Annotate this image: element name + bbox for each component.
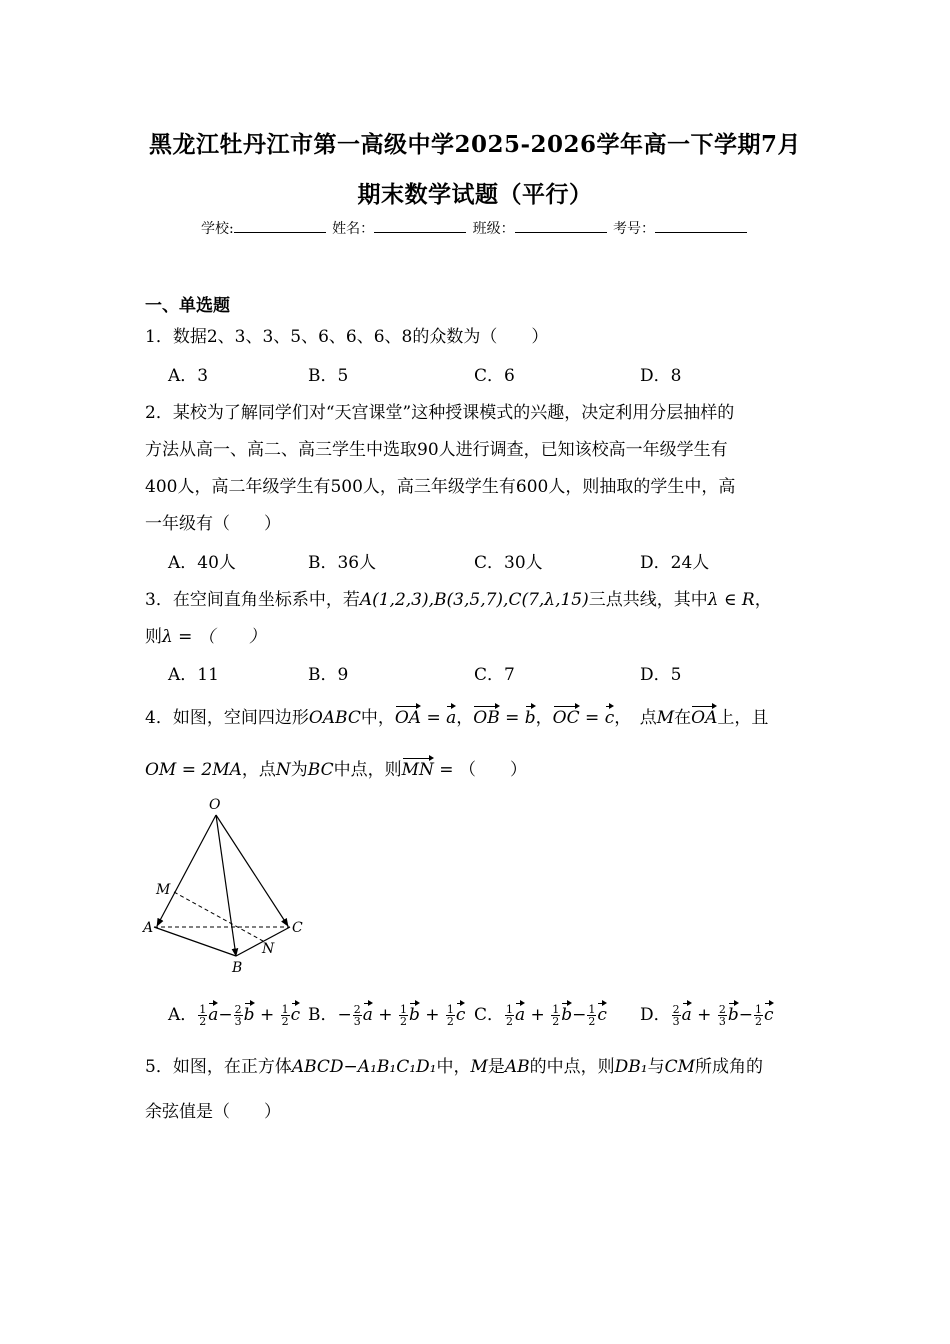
- vec-c: c: [597, 1005, 607, 1025]
- school-blank: [234, 220, 326, 233]
- vec-a: a: [515, 1005, 526, 1025]
- q4-midpoint-text: 中点，则: [333, 760, 402, 780]
- q2-line1: 2．某校为了解同学们对“天宫课堂”这种授课模式的兴趣，决定利用分层抽样的: [145, 403, 735, 423]
- q4-eq3: =: [579, 708, 605, 728]
- label-n: N: [262, 941, 275, 957]
- q3-option-b: B．9: [308, 665, 349, 685]
- label-a: A: [143, 920, 154, 936]
- label-o: O: [209, 797, 221, 813]
- exam-title-line1: 黑龙江牡丹江市第一高级中学2025-2026学年高一下学期7月: [148, 131, 802, 158]
- q2-line3: 400人，高二年级学生有500人，高三年级学生有600人，则抽取的学生中，高: [145, 477, 736, 497]
- edge-ob: [216, 815, 236, 956]
- q4-sep1: ，: [456, 708, 474, 728]
- q4-shang: 上，且: [717, 708, 769, 728]
- q2-line2: 方法从高一、高二、高三学生中选取90人进行调查，已知该校高一年级学生有: [145, 440, 728, 460]
- edge-oa: [157, 815, 216, 926]
- q4-wei: 为: [290, 760, 308, 780]
- exam-title-line2: 期末数学试题（平行）: [357, 181, 593, 208]
- q4-option-a: A． $\frac{1}{2}$ a− $\frac{2}{3}$ b + $\frac{1}{2}$ c: [168, 1003, 301, 1028]
- vec-a: a: [208, 1005, 219, 1025]
- section-title: 一、单选题: [145, 296, 230, 316]
- q4-line1: [145, 703, 768, 728]
- q5-cm: CM: [664, 1057, 696, 1077]
- q5-de: 的中点，则: [529, 1057, 615, 1077]
- vec-c: c: [290, 1005, 301, 1025]
- q4-option-b: B．− $\frac{2}{3}$ a + $\frac{1}{2}$ b + $\frac{1}{2}$ c: [308, 1003, 466, 1028]
- q2-option-a: A．40人: [168, 553, 236, 573]
- q4-point-n-text: ，点: [241, 760, 276, 780]
- q4-option-d-letter: D．: [640, 1005, 671, 1025]
- q3-option-d: D．5: [640, 665, 682, 685]
- edge-ab: [154, 927, 236, 956]
- q4-om-eq: OM = 2MA: [145, 760, 242, 780]
- vec-b: b: [243, 1005, 255, 1025]
- q3-line1: [145, 585, 772, 610]
- q3-option-c: C．7: [474, 665, 515, 685]
- q5-zhong: 中，: [436, 1057, 471, 1077]
- q5-line2: 余弦值是（ ）: [145, 1102, 281, 1122]
- frac-1-2: $\frac{1}{2}$: [446, 1003, 454, 1028]
- vec-a: a: [681, 1005, 692, 1025]
- q1-option-a: A．3: [168, 366, 209, 386]
- frac-1-2: $\frac{1}{2}$: [281, 1003, 289, 1028]
- label-c: C: [292, 920, 303, 936]
- q1-option-c: C．6: [474, 366, 515, 386]
- frac-2-3: $\frac{2}{3}$: [353, 1003, 361, 1028]
- vec-a: a: [362, 1005, 373, 1025]
- frac-1-2: $\frac{1}{2}$: [754, 1003, 762, 1028]
- q5-tail: 所成角的: [695, 1057, 764, 1077]
- vec-c: c: [455, 1005, 466, 1025]
- frac-1-2: $\frac{1}{2}$: [199, 1003, 207, 1028]
- frac-1-2: $\frac{1}{2}$: [552, 1003, 560, 1028]
- frac-2-3: $\frac{2}{3}$: [718, 1003, 726, 1028]
- q5-cube: ABCD−A₁B₁C₁D₁: [291, 1057, 437, 1077]
- vec-b: b: [727, 1005, 739, 1025]
- q4-vector-mn: MN: [401, 760, 434, 780]
- frac-1-2: $\frac{1}{2}$: [588, 1003, 596, 1028]
- q4-vector-ob: OB: [473, 708, 500, 728]
- q4-vector-oc: OC: [552, 708, 580, 728]
- q4-option-d: D． $\frac{2}{3}$ a + $\frac{2}{3}$ b− $\frac{1}{2}$ c: [640, 1003, 774, 1028]
- q3-option-a: A．11: [168, 665, 219, 685]
- q1-stem: 1．数据2、3、3、5、6、6、6、8的众数为（ ）: [145, 327, 549, 347]
- q4-n: N: [275, 760, 291, 780]
- vec-c: c: [763, 1005, 774, 1025]
- q3-line2: [145, 622, 266, 647]
- q5-ab: AB: [504, 1057, 530, 1077]
- q4-quad: OABC: [308, 708, 361, 728]
- q2-option-c: C．30人: [474, 553, 543, 573]
- frac-1-2: $\frac{1}{2}$: [399, 1003, 407, 1028]
- q2-line4: 一年级有（ ）: [145, 514, 281, 534]
- q4-m: M: [656, 708, 675, 728]
- name-label: 姓名：: [332, 221, 375, 237]
- q4-vector-oa: OA: [394, 708, 422, 728]
- frac-2-3: $\frac{2}{3}$: [234, 1003, 242, 1028]
- q5-shi: 是: [487, 1057, 505, 1077]
- q5-db1: DB₁: [614, 1057, 648, 1077]
- q4-prefix: 4．如图，空间四边形: [145, 708, 309, 728]
- q4-eq2: =: [499, 708, 525, 728]
- q3-line2-prefix: 则: [145, 627, 162, 647]
- class-label: 班级：: [472, 221, 515, 237]
- student-info-row: [0, 218, 950, 238]
- q3-prefix: 3．在空间直角坐标系中，若: [145, 590, 360, 610]
- q4-vector-a: a: [446, 708, 457, 728]
- q4-option-c-letter: C．: [474, 1005, 505, 1025]
- q5-line1: [145, 1052, 763, 1077]
- tetrahedron-figure: [140, 795, 315, 975]
- q4-eq-blank: = （ ）: [433, 760, 527, 780]
- q3-points: A(1,2,3),B(3,5,7),C(7,λ,15): [359, 590, 589, 610]
- q4-line2: [145, 755, 527, 780]
- vec-b: b: [561, 1005, 573, 1025]
- q4-eq1: =: [421, 708, 447, 728]
- class-blank: [515, 220, 607, 233]
- school-label: 学校:: [200, 221, 234, 237]
- q4-point-text: 点: [639, 708, 657, 728]
- q4-vector-oa-2: OA: [691, 708, 718, 728]
- q4-vector-c: c: [604, 708, 615, 728]
- q2-option-b: B．36人: [308, 553, 377, 573]
- q3-condition: λ ∈ R: [707, 590, 755, 610]
- q4-sep3: ，: [614, 708, 640, 728]
- q4-sep2: ，: [535, 708, 553, 728]
- q3-comma: ，: [754, 590, 772, 610]
- exam-no-blank: [655, 220, 747, 233]
- q4-zai: 在: [674, 708, 692, 728]
- segment-mn-dashed: [174, 892, 263, 941]
- frac-1-2: $\frac{1}{2}$: [506, 1003, 514, 1028]
- label-m: M: [156, 882, 171, 898]
- q4-bc: BC: [307, 760, 334, 780]
- q5-m: M: [470, 1057, 488, 1077]
- q4-zhong: 中，: [360, 708, 395, 728]
- q5-yu: 与: [647, 1057, 665, 1077]
- q5-prefix: 5．如图，在正方体: [145, 1057, 292, 1077]
- label-b: B: [232, 960, 243, 975]
- q4-option-b-letter: B．: [308, 1005, 338, 1025]
- name-blank: [374, 220, 466, 233]
- q1-option-d: D．8: [640, 366, 682, 386]
- vec-b: b: [408, 1005, 420, 1025]
- edge-oc: [216, 815, 288, 926]
- exam-no-label: 考号：: [613, 221, 656, 237]
- q3-middle: 三点共线，其中: [588, 590, 708, 610]
- frac-2-3: $\frac{2}{3}$: [672, 1003, 680, 1028]
- q1-option-b: B．5: [308, 366, 349, 386]
- q4-option-a-letter: A．: [168, 1005, 198, 1025]
- q4-option-c: C． $\frac{1}{2}$ a + $\frac{1}{2}$ b− $\frac{1}{2}$ c: [474, 1003, 607, 1028]
- q3-line2-expr: λ = （ ）: [162, 627, 266, 647]
- q4-vector-b: b: [524, 708, 536, 728]
- q2-option-d: D．24人: [640, 553, 710, 573]
